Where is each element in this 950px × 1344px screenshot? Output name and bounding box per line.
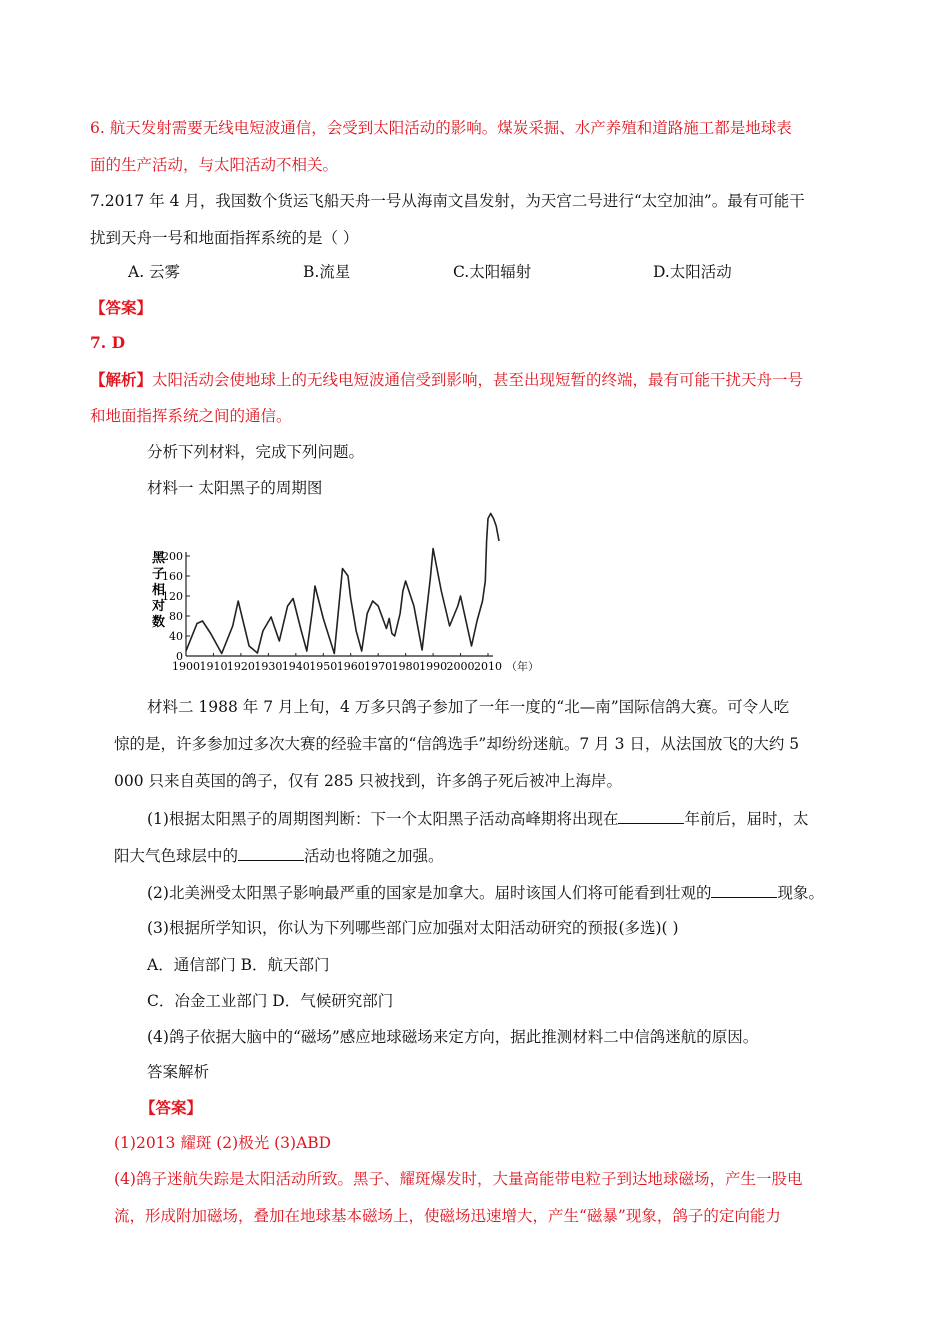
- chart-y-tick-label: 0: [176, 650, 183, 663]
- material2-line3: 000 只来自英国的鸽子，仅有 285 只被找到，许多鸽子死后被冲上海岸。: [114, 772, 622, 790]
- material-intro: 分析下列材料，完成下列问题。: [147, 443, 365, 461]
- q7-option-d: D.太阳活动: [653, 263, 732, 281]
- chart-x-axis-unit: （年）: [506, 660, 539, 673]
- chart-ylabel-char: 子: [152, 567, 166, 582]
- chart-x-tick-label: 1930: [254, 660, 283, 673]
- q7-answer-tag: 【答案】: [90, 298, 153, 317]
- answer-blank-2[interactable]: [238, 846, 304, 861]
- question-1-text-c: 阳大气色球层中的: [114, 847, 239, 865]
- q7-option-b: B.流星: [303, 263, 351, 281]
- answer-4-line2: 流，形成附加磁场，叠加在地球基本磁场上，使磁场迅速增大，产生“磁暴”现象，鸽子的定向能力: [114, 1207, 781, 1225]
- answers-1-3: (1)2013 耀斑 (2)极光 (3)ABD: [114, 1134, 332, 1152]
- answers-tag: 【答案】: [140, 1098, 203, 1117]
- q7-analysis-text: 太阳活动会使地球上的无线电短波通信受到影响，甚至出现短暂的终端，最有可能干扰天舟一号: [152, 371, 804, 389]
- chart-y-tick-label: 40: [169, 630, 183, 643]
- chart-y-tick-label: 80: [169, 610, 183, 623]
- q6-explanation-line2: 面的生产活动，与太阳活动不相关。: [90, 156, 339, 174]
- chart-x-tick-label: 1900: [172, 660, 200, 673]
- q7-analysis-line1: [90, 370, 803, 390]
- question-1-line2: [114, 846, 444, 866]
- answer-blank-3[interactable]: [711, 883, 777, 898]
- chart-x-tick-label: 1950: [309, 660, 338, 673]
- material1-title: 材料一 太阳黑子的周期图: [147, 479, 323, 497]
- chart-x-tick-label: 2000: [446, 660, 475, 673]
- q7-answer: 7. D: [90, 333, 126, 352]
- q7-option-c: C.太阳辐射: [453, 263, 532, 281]
- q7-stem-line2: 扰到天舟一号和地面指挥系统的是（ ）: [90, 229, 359, 247]
- question-2-text-b: 现象。: [777, 884, 824, 902]
- question-4: (4)鸽子依据大脑中的“磁场”感应地球磁场来定方向，据此推测材料二中信鸽迷航的原因。: [147, 1028, 759, 1046]
- chart-x-tick-label: 1940: [281, 660, 310, 673]
- answer-analysis-heading: 答案解析: [147, 1063, 210, 1081]
- question-1-line1: [147, 809, 808, 829]
- question-3-options-cd: C．冶金工业部门 D．气候研究部门: [147, 992, 394, 1010]
- chart-ylabel-char: 对: [152, 599, 166, 614]
- question-2: [147, 883, 824, 903]
- chart-ylabel-char: 黑: [152, 551, 166, 566]
- chart-x-tick-label: 1960: [336, 660, 365, 673]
- chart-x-tick-label: 1990: [419, 660, 448, 673]
- material2-line1: 材料二 1988 年 7 月上旬，4 万多只鸽子参加了一年一度的“北—南”国际信鸽大赛。可令人吃: [147, 698, 790, 716]
- chart-y-tick-label: 160: [162, 570, 183, 583]
- chart-x-tick-label: 2010: [474, 660, 502, 673]
- q7-option-a: A. 云雾: [128, 263, 181, 281]
- chart-ylabel-char: 数: [152, 615, 166, 630]
- q6-explanation-line1: 6. 航天发射需要无线电短波通信，会受到太阳活动的影响。煤炭采掘、水产养殖和道路施工都是地球表: [90, 119, 792, 137]
- answer-blank-1[interactable]: [618, 809, 684, 824]
- question-1-text-a: (1)根据太阳黑子的周期图判断：下一个太阳黑子活动高峰期将出现在: [147, 810, 619, 828]
- answer-4-line1: (4)鸽子迷航失踪是太阳活动所致。黑子、耀斑爆发时，大量高能带电粒子到达地球磁场，产生一股电: [114, 1170, 803, 1188]
- chart-y-tick-label: 120: [162, 590, 183, 603]
- q7-analysis-line2: 和地面指挥系统之间的通信。: [90, 407, 292, 425]
- material2-line2: 惊的是，许多参加过多次大赛的经验丰富的“信鸽选手”却纷纷迷航。7 月 3 日，从法国放飞的大约 5: [114, 735, 800, 753]
- chart-ylabel-char: 相: [152, 583, 166, 598]
- sunspot-cycle-chart: [148, 506, 548, 682]
- chart-x-tick-label: 1970: [364, 660, 393, 673]
- question-1-text-b: 年前后，届时，太: [684, 810, 809, 828]
- chart-series-line: [186, 514, 499, 654]
- question-3: (3)根据所学知识，你认为下列哪些部门应加强对太阳活动研究的预报(多选)( ): [147, 919, 679, 937]
- q7-stem-line1: 7.2017 年 4 月，我国数个货运飞船天舟一号从海南文昌发射，为天宫二号进行“太空加油”。最有可能干: [90, 192, 805, 210]
- question-3-options-ab: A．通信部门 B．航天部门: [147, 956, 330, 974]
- question-2-text-a: (2)北美洲受太阳黑子影响最严重的国家是加拿大。届时该国人们将可能看到壮观的: [147, 884, 712, 902]
- question-1-text-d: 活动也将随之加强。: [304, 847, 444, 865]
- q7-analysis-tag: 【解析】: [90, 370, 153, 389]
- chart-x-tick-label: 1980: [391, 660, 420, 673]
- chart-x-tick-label: 1920: [226, 660, 255, 673]
- chart-y-tick-label: 200: [162, 550, 183, 563]
- chart-x-tick-label: 1910: [199, 660, 228, 673]
